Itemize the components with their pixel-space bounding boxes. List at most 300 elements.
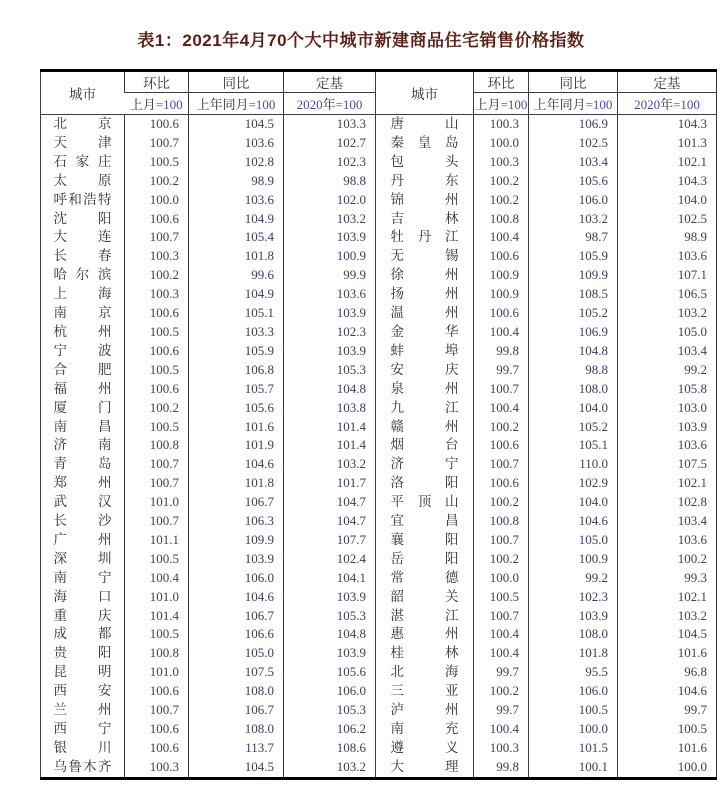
table-row <box>41 455 717 474</box>
mom-value-cell: 101.0 <box>125 663 189 682</box>
city-cell <box>41 266 125 285</box>
header-base-left: 定基 <box>284 71 376 93</box>
city-name: 平顶山 <box>390 494 459 510</box>
yoy-value-cell: 104.9 <box>189 285 284 304</box>
base-value-cell: 104.8 <box>284 625 376 644</box>
city-cell <box>41 663 125 682</box>
base-value-cell: 99.2 <box>618 361 717 380</box>
subheader-value: =100 <box>673 97 700 112</box>
yoy-value-cell: 100.5 <box>529 701 618 720</box>
city-cell <box>376 228 474 247</box>
city-name: 徐州 <box>390 267 459 283</box>
subheader-label: 上年同月 <box>533 97 586 112</box>
mom-value-cell: 100.7 <box>474 607 529 626</box>
yoy-value-cell: 104.0 <box>529 399 618 418</box>
mom-value-cell: 100.5 <box>125 418 189 437</box>
yoy-value-cell: 106.9 <box>529 115 618 134</box>
base-value-cell: 108.6 <box>284 739 376 758</box>
mom-value-cell: 99.7 <box>474 701 529 720</box>
table-row <box>41 153 717 172</box>
city-name: 郑州 <box>53 475 112 491</box>
city-name: 济南 <box>53 437 112 453</box>
city-name: 昆明 <box>53 664 112 680</box>
city-name: 牡丹江 <box>390 229 459 245</box>
base-value-cell: 96.8 <box>618 663 717 682</box>
yoy-value-cell: 103.9 <box>189 550 284 569</box>
mom-value-cell: 101.0 <box>125 493 189 512</box>
base-value-cell: 103.2 <box>618 304 717 323</box>
mom-value-cell: 100.7 <box>125 474 189 493</box>
subheader-base-right <box>618 93 717 115</box>
city-name: 北京 <box>53 116 112 131</box>
table-row <box>41 191 717 210</box>
base-value-cell: 101.4 <box>284 418 376 437</box>
mom-value-cell: 100.2 <box>474 191 529 210</box>
base-value-cell: 105.3 <box>284 701 376 720</box>
base-value-cell: 102.5 <box>618 210 717 229</box>
mom-value-cell: 101.4 <box>125 607 189 626</box>
city-cell <box>376 285 474 304</box>
city-cell <box>41 644 125 663</box>
city-cell <box>376 153 474 172</box>
table-row <box>41 380 717 399</box>
city-name: 海口 <box>53 588 112 604</box>
base-value-cell: 103.9 <box>284 228 376 247</box>
yoy-value-cell: 106.0 <box>189 569 284 588</box>
header-yoy-right: 同比 <box>529 71 618 93</box>
header-mom-right: 环比 <box>474 71 529 93</box>
city-name: 合肥 <box>53 361 112 377</box>
base-value-cell: 102.1 <box>618 474 717 493</box>
city-name: 深圳 <box>53 550 112 566</box>
city-name: 九江 <box>390 399 459 415</box>
city-cell <box>376 625 474 644</box>
yoy-value-cell: 98.9 <box>189 172 284 191</box>
yoy-value-cell: 105.6 <box>189 399 284 418</box>
subheader-value: =100 <box>335 97 363 112</box>
subheader-label: 年 <box>660 97 674 112</box>
base-value-cell: 100.0 <box>618 758 717 778</box>
mom-value-cell: 100.4 <box>125 569 189 588</box>
yoy-value-cell: 106.6 <box>189 625 284 644</box>
city-cell <box>41 588 125 607</box>
city-name: 南昌 <box>53 418 112 434</box>
yoy-value-cell: 104.5 <box>189 115 284 134</box>
base-value-cell: 103.9 <box>284 588 376 607</box>
mom-value-cell: 100.2 <box>474 418 529 437</box>
subheader-value: =100 <box>585 97 613 112</box>
city-name: 大理 <box>390 758 459 774</box>
city-cell <box>41 455 125 474</box>
city-cell <box>41 607 125 626</box>
yoy-value-cell: 103.4 <box>529 153 618 172</box>
city-cell <box>376 247 474 266</box>
table-row <box>41 342 717 361</box>
table-row <box>41 115 717 134</box>
city-cell <box>41 285 125 304</box>
table-row <box>41 285 717 304</box>
city-cell <box>41 304 125 323</box>
yoy-value-cell: 105.0 <box>189 644 284 663</box>
base-value-cell: 103.6 <box>618 531 717 550</box>
base-value-cell: 103.6 <box>284 285 376 304</box>
city-name: 蚌埠 <box>390 342 459 358</box>
base-value-cell: 98.8 <box>284 172 376 191</box>
city-name: 泉州 <box>390 380 459 396</box>
city-cell <box>41 569 125 588</box>
mom-value-cell: 100.3 <box>125 285 189 304</box>
city-cell <box>41 436 125 455</box>
table-row <box>41 436 717 455</box>
city-name: 安庆 <box>390 361 459 377</box>
city-name: 杭州 <box>53 323 112 339</box>
base-value-cell: 102.3 <box>284 153 376 172</box>
base-value-cell: 102.1 <box>618 153 717 172</box>
yoy-value-cell: 107.5 <box>189 663 284 682</box>
city-name: 南京 <box>53 305 112 321</box>
base-value-cell: 104.5 <box>618 625 717 644</box>
city-name: 重庆 <box>53 607 112 623</box>
mom-value-cell: 100.3 <box>125 247 189 266</box>
yoy-value-cell: 105.9 <box>529 247 618 266</box>
base-value-cell: 98.9 <box>618 228 717 247</box>
mom-value-cell: 100.5 <box>474 588 529 607</box>
city-cell <box>41 172 125 191</box>
yoy-value-cell: 105.6 <box>529 172 618 191</box>
yoy-value-cell: 99.2 <box>529 569 618 588</box>
city-cell <box>41 758 125 778</box>
city-cell <box>376 191 474 210</box>
base-value-cell: 103.3 <box>284 115 376 134</box>
mom-value-cell: 99.7 <box>474 361 529 380</box>
subheader-yoy-right <box>529 93 618 115</box>
table-row <box>41 720 717 739</box>
city-name: 宜昌 <box>390 513 459 529</box>
yoy-value-cell: 108.5 <box>529 285 618 304</box>
city-cell <box>41 550 125 569</box>
city-cell <box>376 663 474 682</box>
city-cell <box>376 682 474 701</box>
city-name: 宁波 <box>53 342 112 358</box>
table-row <box>41 644 717 663</box>
city-name: 韶关 <box>390 588 459 604</box>
yoy-value-cell: 109.9 <box>529 266 618 285</box>
city-name: 沈阳 <box>53 210 112 226</box>
base-value-cell: 105.0 <box>618 323 717 342</box>
city-name: 银川 <box>53 739 112 755</box>
mom-value-cell: 100.9 <box>474 266 529 285</box>
yoy-value-cell: 113.7 <box>189 739 284 758</box>
subheader-value: =100 <box>500 97 528 112</box>
header-mom-left: 环比 <box>125 71 189 93</box>
mom-value-cell: 100.8 <box>125 436 189 455</box>
yoy-value-cell: 102.5 <box>529 134 618 153</box>
mom-value-cell: 100.3 <box>125 758 189 778</box>
base-value-cell: 103.9 <box>284 342 376 361</box>
city-name: 金华 <box>390 323 459 339</box>
mom-value-cell: 100.2 <box>474 172 529 191</box>
mom-value-cell: 100.2 <box>125 266 189 285</box>
city-name: 西安 <box>53 683 112 699</box>
base-value-cell: 105.8 <box>618 380 717 399</box>
header-yoy-left: 同比 <box>189 71 284 93</box>
yoy-value-cell: 105.9 <box>189 342 284 361</box>
yoy-value-cell: 106.3 <box>189 512 284 531</box>
city-name: 福州 <box>53 380 112 396</box>
base-value-cell: 101.4 <box>284 436 376 455</box>
yoy-value-cell: 100.0 <box>529 720 618 739</box>
city-name: 唐山 <box>390 116 459 131</box>
base-value-cell: 100.5 <box>618 720 717 739</box>
yoy-value-cell: 106.9 <box>529 323 618 342</box>
yoy-value-cell: 101.8 <box>189 247 284 266</box>
mom-value-cell: 100.8 <box>474 512 529 531</box>
base-value-cell: 103.4 <box>618 512 717 531</box>
table-row <box>41 682 717 701</box>
city-name: 济宁 <box>390 456 459 472</box>
yoy-value-cell: 103.9 <box>529 607 618 626</box>
mom-value-cell: 99.8 <box>474 758 529 778</box>
subheader-mom-left <box>125 93 189 115</box>
base-value-cell: 103.4 <box>618 342 717 361</box>
city-cell <box>376 531 474 550</box>
yoy-value-cell: 104.5 <box>189 758 284 778</box>
yoy-value-cell: 102.3 <box>529 588 618 607</box>
city-name: 成都 <box>53 626 112 642</box>
city-cell <box>41 134 125 153</box>
table-row <box>41 474 717 493</box>
city-cell <box>376 701 474 720</box>
table-row <box>41 228 717 247</box>
mom-value-cell: 100.6 <box>474 304 529 323</box>
city-cell <box>41 512 125 531</box>
subheader-value: =100 <box>155 97 183 112</box>
mom-value-cell: 100.7 <box>474 531 529 550</box>
city-name: 湛江 <box>390 607 459 623</box>
yoy-value-cell: 104.6 <box>189 455 284 474</box>
subheader-label: 上年同月 <box>196 97 249 112</box>
mom-value-cell: 100.2 <box>474 550 529 569</box>
table-row <box>41 569 717 588</box>
base-value-cell: 102.1 <box>618 588 717 607</box>
city-cell <box>376 210 474 229</box>
city-cell <box>376 720 474 739</box>
city-name: 秦皇岛 <box>390 134 459 150</box>
yoy-value-cell: 106.7 <box>189 607 284 626</box>
yoy-value-cell: 103.2 <box>529 210 618 229</box>
base-value-cell: 103.2 <box>618 607 717 626</box>
city-cell <box>376 644 474 663</box>
yoy-value-cell: 103.3 <box>189 323 284 342</box>
mom-value-cell: 100.7 <box>125 134 189 153</box>
mom-value-cell: 100.6 <box>125 682 189 701</box>
base-value-cell: 103.9 <box>284 644 376 663</box>
city-name: 兰州 <box>53 702 112 718</box>
city-name: 扬州 <box>390 286 459 302</box>
yoy-value-cell: 108.0 <box>189 720 284 739</box>
yoy-value-cell: 108.0 <box>529 625 618 644</box>
base-value-cell: 99.9 <box>284 266 376 285</box>
yoy-value-cell: 105.7 <box>189 380 284 399</box>
table-row <box>41 607 717 626</box>
mom-value-cell: 100.6 <box>125 115 189 134</box>
base-value-cell: 103.8 <box>284 399 376 418</box>
yoy-value-cell: 105.2 <box>529 304 618 323</box>
mom-value-cell: 100.6 <box>125 380 189 399</box>
mom-value-cell: 100.6 <box>125 342 189 361</box>
city-cell <box>41 210 125 229</box>
base-value-cell: 106.5 <box>618 285 717 304</box>
mom-value-cell: 100.3 <box>474 739 529 758</box>
mom-value-cell: 100.7 <box>474 380 529 399</box>
mom-value-cell: 100.6 <box>125 304 189 323</box>
yoy-value-cell: 105.4 <box>189 228 284 247</box>
city-cell <box>376 739 474 758</box>
base-value-cell: 105.3 <box>284 361 376 380</box>
mom-value-cell: 100.2 <box>125 172 189 191</box>
city-name: 温州 <box>390 305 459 321</box>
mom-value-cell: 100.6 <box>125 720 189 739</box>
yoy-value-cell: 104.6 <box>189 588 284 607</box>
city-cell <box>376 266 474 285</box>
base-value-cell: 100.2 <box>618 550 717 569</box>
base-value-cell: 99.3 <box>618 569 717 588</box>
city-cell <box>376 323 474 342</box>
mom-value-cell: 100.2 <box>125 399 189 418</box>
city-name: 南宁 <box>53 569 112 585</box>
yoy-value-cell: 105.1 <box>189 304 284 323</box>
city-name: 太原 <box>53 172 112 188</box>
base-value-cell: 104.6 <box>618 682 717 701</box>
mom-value-cell: 99.7 <box>474 663 529 682</box>
city-cell <box>41 474 125 493</box>
mom-value-cell: 100.4 <box>474 720 529 739</box>
base-value-cell: 105.3 <box>284 607 376 626</box>
yoy-value-cell: 98.7 <box>529 228 618 247</box>
yoy-value-cell: 101.5 <box>529 739 618 758</box>
yoy-value-cell: 106.0 <box>529 191 618 210</box>
city-cell <box>376 115 474 134</box>
city-name: 赣州 <box>390 418 459 434</box>
yoy-value-cell: 110.0 <box>529 455 618 474</box>
city-cell <box>376 361 474 380</box>
city-cell <box>376 569 474 588</box>
mom-value-cell: 100.2 <box>474 493 529 512</box>
base-value-cell: 105.6 <box>284 663 376 682</box>
city-cell <box>376 588 474 607</box>
yoy-value-cell: 101.9 <box>189 436 284 455</box>
city-name: 西宁 <box>53 721 112 736</box>
mom-value-cell: 100.0 <box>474 569 529 588</box>
city-cell <box>41 418 125 437</box>
yoy-value-cell: 103.6 <box>189 134 284 153</box>
yoy-value-cell: 106.7 <box>189 493 284 512</box>
city-cell <box>41 739 125 758</box>
base-value-cell: 103.0 <box>618 399 717 418</box>
mom-value-cell: 100.8 <box>125 644 189 663</box>
yoy-value-cell: 109.9 <box>189 531 284 550</box>
base-value-cell: 104.0 <box>618 191 717 210</box>
mom-value-cell: 100.6 <box>474 247 529 266</box>
city-name: 青岛 <box>53 456 112 472</box>
yoy-value-cell: 100.9 <box>529 550 618 569</box>
mom-value-cell: 101.0 <box>125 588 189 607</box>
base-value-cell: 103.9 <box>284 304 376 323</box>
city-name: 洛阳 <box>390 475 459 491</box>
table-row <box>41 512 717 531</box>
base-value-cell: 101.6 <box>618 644 717 663</box>
table-row <box>41 399 717 418</box>
mom-value-cell: 100.4 <box>474 625 529 644</box>
table-row <box>41 418 717 437</box>
yoy-value-cell: 106.7 <box>189 701 284 720</box>
base-value-cell: 100.9 <box>284 247 376 266</box>
mom-value-cell: 100.6 <box>474 436 529 455</box>
city-name: 锦州 <box>390 191 459 207</box>
city-name: 乌鲁木齐 <box>53 758 112 774</box>
subheader-mom-right <box>474 93 529 115</box>
city-name: 天津 <box>53 134 112 150</box>
yoy-value-cell: 100.1 <box>529 758 618 778</box>
table-header <box>41 71 717 115</box>
page-title: 表1：2021年4月70个大中城市新建商品住宅销售价格指数 <box>137 31 585 50</box>
city-name: 哈尔滨 <box>53 267 112 283</box>
subheader-yoy-left <box>189 93 284 115</box>
city-cell <box>376 399 474 418</box>
base-value-cell: 104.1 <box>284 569 376 588</box>
mom-value-cell: 100.9 <box>474 285 529 304</box>
yoy-value-cell: 105.2 <box>529 418 618 437</box>
base-value-cell: 104.3 <box>618 172 717 191</box>
table-row <box>41 323 717 342</box>
table-row <box>41 550 717 569</box>
mom-value-cell: 100.7 <box>125 455 189 474</box>
city-cell <box>376 474 474 493</box>
base-value-cell: 101.7 <box>284 474 376 493</box>
subheader-label: 上月 <box>129 97 156 112</box>
mom-value-cell: 100.6 <box>125 739 189 758</box>
yoy-value-cell: 105.1 <box>529 436 618 455</box>
city-name: 岳阳 <box>390 550 459 566</box>
table-row <box>41 588 717 607</box>
yoy-value-cell: 102.9 <box>529 474 618 493</box>
subheader-value: 2020 <box>296 97 323 112</box>
city-cell <box>376 512 474 531</box>
table-row <box>41 531 717 550</box>
mom-value-cell: 100.5 <box>125 153 189 172</box>
city-cell <box>41 228 125 247</box>
table-row <box>41 134 717 153</box>
city-cell <box>41 399 125 418</box>
city-cell <box>376 342 474 361</box>
yoy-value-cell: 106.0 <box>529 682 618 701</box>
yoy-value-cell: 104.0 <box>529 493 618 512</box>
city-cell <box>41 682 125 701</box>
yoy-value-cell: 98.8 <box>529 361 618 380</box>
mom-value-cell: 100.5 <box>125 550 189 569</box>
mom-value-cell: 100.7 <box>125 701 189 720</box>
mom-value-cell: 100.8 <box>474 210 529 229</box>
base-value-cell: 103.2 <box>284 210 376 229</box>
mom-value-cell: 100.4 <box>474 228 529 247</box>
city-name: 北海 <box>390 664 459 680</box>
base-value-cell: 102.4 <box>284 550 376 569</box>
mom-value-cell: 100.6 <box>474 474 529 493</box>
city-cell <box>41 701 125 720</box>
header-city-left: 城市 <box>41 71 125 115</box>
city-cell <box>41 153 125 172</box>
city-name: 三亚 <box>390 683 459 699</box>
